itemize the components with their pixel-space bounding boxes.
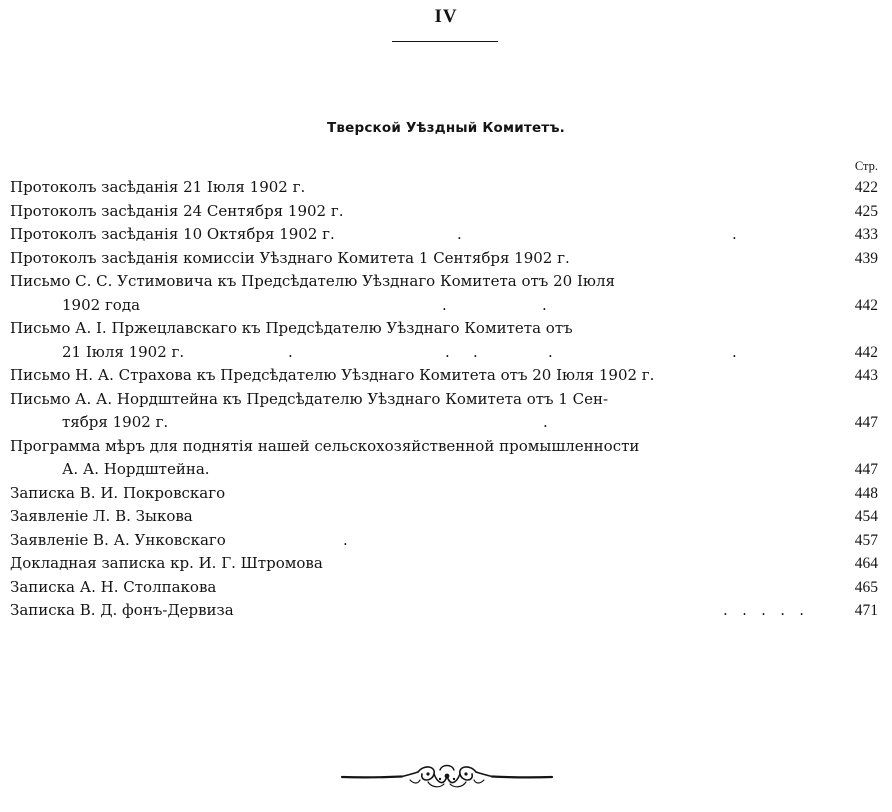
toc-entry-page: 443 [854, 367, 878, 384]
toc-entry [10, 529, 878, 553]
toc-entry-page: 464 [854, 555, 878, 572]
leader-dot: . [442, 295, 447, 314]
leader-dot: . [732, 342, 737, 361]
leader-dot: . [543, 413, 548, 431]
toc-entry-title: Программа мѣръ для поднятія нашей сельскохозяйственной промышленности [10, 436, 640, 455]
toc-entry-continuation [10, 294, 878, 318]
page-number: IV [434, 6, 458, 27]
toc-entry-page: 442 [854, 343, 878, 361]
leader-dot: . [445, 342, 450, 361]
toc-entry-title: 1902 года [62, 295, 141, 314]
toc-entry-title: Записка В. И. Покровскаго [10, 483, 226, 502]
toc-entry-continuation [10, 341, 878, 365]
toc-entry-page: 447 [854, 461, 878, 478]
toc-entry-title: Протоколъ засѣданія 21 Іюля 1902 г. [10, 178, 306, 196]
toc-entry-page: 454 [854, 508, 878, 525]
toc-entry-title: Заявленіе Л. В. Зыкова [10, 507, 193, 525]
toc-entry-title: Записка В. Д. фонъ-Дервиза [10, 601, 234, 619]
section-title: Тверской Уѣздный Комитетъ. [326, 120, 566, 136]
toc-entry [10, 247, 878, 271]
leader-dot: . [343, 530, 348, 549]
toc-entry-title: Заявленіе В. А. Унковскаго [10, 530, 226, 549]
toc-entry-title: Письмо А. І. Пржецлавскаго къ Предсѣдателю Уѣзднаго Комитета отъ [10, 319, 573, 337]
toc-entry [10, 388, 878, 412]
leader-dot: . [732, 225, 737, 243]
toc-entry [10, 505, 878, 529]
toc-entry [10, 482, 878, 506]
toc-entry-page: 457 [854, 531, 878, 549]
toc-entry [10, 223, 878, 247]
toc-entry-title: Протоколъ засѣданія 24 Сентября 1902 г. [10, 201, 344, 220]
toc-entry-title: Письмо Н. А. Страхова къ Предсѣдателю Уѣзднаго Комитета отъ 20 Іюля 1902 г. [10, 366, 655, 384]
toc-entry-title: Письмо А. А. Нордштейна къ Предсѣдателю Уѣзднаго Комитета отъ 1 Сен- [10, 389, 609, 408]
toc-entry [10, 435, 878, 459]
leader-dot: . [542, 295, 547, 314]
toc-entry [10, 317, 878, 341]
toc-entry-page: 447 [854, 414, 878, 431]
decorative-ornament-icon [340, 760, 554, 792]
toc-entry [10, 364, 878, 388]
toc-entry [10, 552, 878, 576]
toc-entry-page: 448 [854, 484, 878, 502]
toc-entry-page: 471 [854, 602, 878, 619]
toc-entry-title: Записка А. Н. Столпакова [10, 577, 217, 596]
toc-entry-title: Протоколъ засѣданія комиссіи Уѣзднаго Комитета 1 Сентября 1902 г. [10, 248, 570, 267]
page-column-label: Стр. [854, 159, 878, 173]
toc-entry-title: Протоколъ засѣданія 10 Октября 1902 г. [10, 225, 335, 243]
toc-entry-title: Докладная записка кр. И. Г. Штромова [10, 554, 323, 572]
toc-entry [10, 176, 878, 200]
header-rule [392, 41, 498, 42]
leader-dot: . [288, 342, 293, 361]
toc-entry [10, 576, 878, 600]
toc-entry-title: тября 1902 г. [62, 413, 169, 431]
toc-entry-page: 439 [854, 249, 878, 267]
toc-entry-page: 433 [854, 226, 878, 243]
toc-entry [10, 270, 878, 294]
toc-entry-page: 422 [854, 179, 878, 196]
toc-entry [10, 200, 878, 224]
toc-entry-continuation [10, 458, 878, 482]
leader-dots: . . . . . [723, 601, 805, 619]
toc-entry [10, 599, 878, 623]
table-of-contents [10, 176, 878, 623]
leader-dot: . [473, 342, 478, 361]
toc-entry-title: 21 Іюля 1902 г. [62, 342, 185, 361]
toc-entry-continuation [10, 411, 878, 435]
toc-entry-title: Письмо С. С. Устимовича къ Предсѣдателю Уѣзднаго Комитета отъ 20 Іюля [10, 272, 615, 290]
toc-entry-page: 442 [854, 296, 878, 314]
toc-entry-page: 465 [854, 578, 878, 596]
toc-entry-page: 425 [854, 202, 878, 220]
leader-dot: . [457, 225, 462, 243]
toc-entry-title: А. А. Нордштейна. [62, 460, 210, 478]
leader-dot: . [548, 342, 553, 361]
